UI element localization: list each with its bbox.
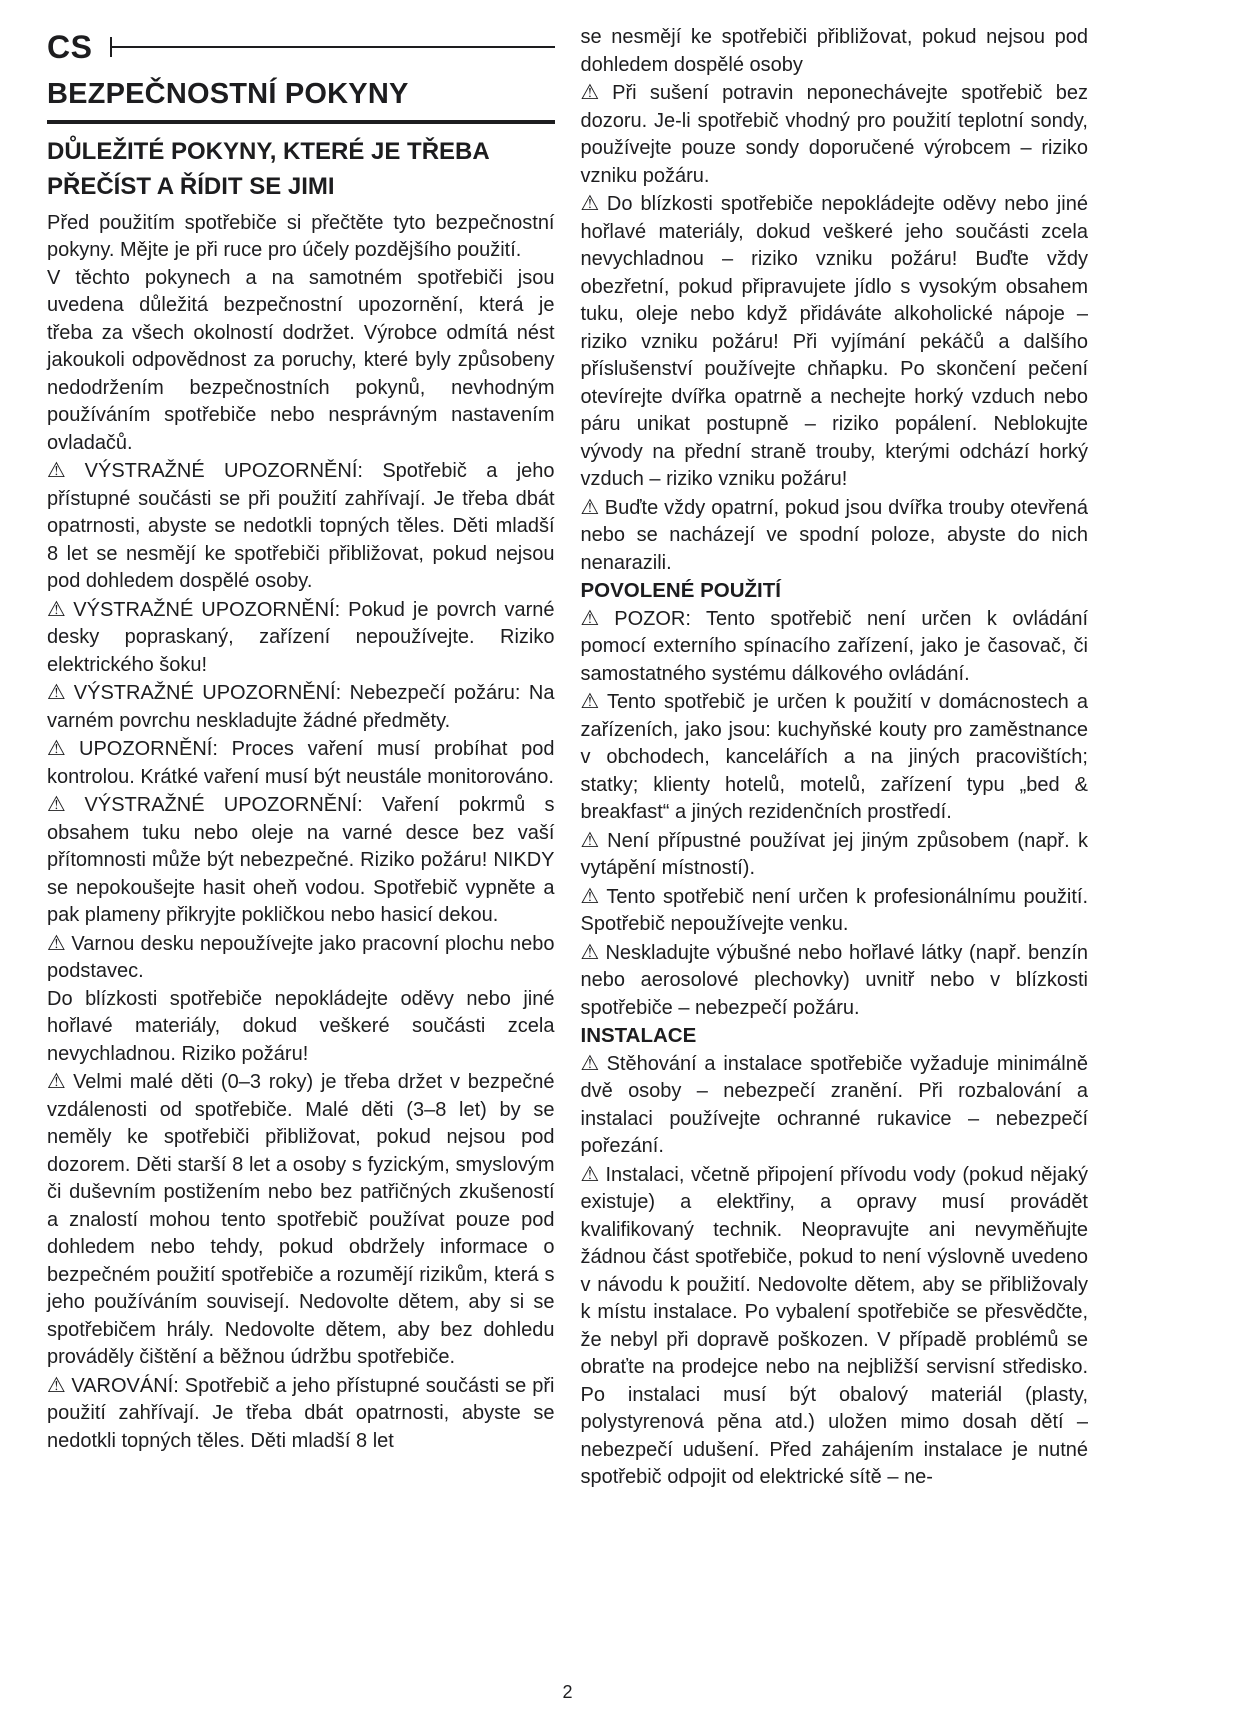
warning-triangle-icon: ⚠ — [47, 930, 67, 955]
warning-paragraph: ⚠ Varnou desku nepoužívejte jako pracovní plochu nebo podstavec. — [47, 930, 555, 983]
page-footer — [47, 1682, 1088, 1703]
paragraph: V těchto pokynech a na samotném spotřebiči jsou uvedena důležitá bezpečnostní upozornění, která je třeba za všech okolností dodržet. Výrobce odmítá nést jakoukoli odpovědnost za poruchy, které byly způsobeny nedodržením bezpečnostních pokynů, nevhodným používáním spotřebiče nebo nesprávným nastavením ovladačů. — [47, 266, 555, 454]
warning-triangle-icon: ⚠ — [47, 596, 69, 621]
warning-paragraph: ⚠ VÝSTRAŽNÉ UPOZORNĚNÍ: Vaření pokrmů s obsahem tuku nebo oleje na varné desce bez vaší přítomnosti může být nebezpečné. Riziko požáru! NIKDY se nepokoušejte hasit oheň vodou. Spotřebič vypněte a pak plameny přikryjte pokličkou nebo hasicí dekou. — [47, 792, 555, 927]
warning-paragraph: ⚠ Tento spotřebič je určen k použití v domácnostech a zařízeních, jako jsou: kuchyňské kouty pro zaměstnance v obchodech, kancelářích a na jiných pracovištích; statky; klienty hotelů, motelů, zařízení typu „bed & breakfast“ a jiných rezidenčních prostředí. — [580, 689, 1088, 823]
warning-triangle-icon: ⚠ — [47, 1069, 69, 1094]
important-instructions-heading: DŮLEŽITÉ POKYNY, KTERÉ JE TŘEBA PŘEČÍST A ŘÍDIT SE JIMI — [47, 137, 489, 201]
column-left — [47, 24, 555, 1455]
warning-triangle-icon: ⚠ — [580, 494, 600, 519]
two-column-layout — [47, 24, 1088, 1492]
warning-paragraph: ⚠ VAROVÁNÍ: Spotřebič a jeho přístupné součásti se při použití zahřívají. Je třeba dbát opatrnosti, abyste se nedotkli topných těles. Děti mladší 8 let — [47, 1372, 555, 1452]
warning-paragraph: ⚠ Při sušení potravin neponechávejte spotřebič bez dozoru. Je-li spotřebič vhodný pro použití teplotní sondy, používejte pouze sondy doporučené výrobcem – riziko vzniku požáru. — [580, 80, 1089, 187]
warning-paragraph: ⚠ POZOR: Tento spotřebič není určen k ovládání pomocí externího spínacího zařízení, jako je časovač, či samostatného systému dálkového ovládání. — [580, 605, 1089, 685]
warning-paragraph: ⚠ Není přípustné používat jej jiným způsobem (např. k vytápění místností). — [580, 827, 1088, 879]
warning-triangle-icon: ⚠ — [580, 1161, 601, 1186]
paragraph: Do blízkosti spotřebiče nepokládejte oděvy nebo jiné hořlavé materiály, dokud veškeré součásti zcela nevychladnou. Riziko požáru! — [47, 987, 555, 1065]
warning-triangle-icon: ⚠ — [580, 80, 608, 104]
warning-triangle-icon: ⚠ — [580, 605, 610, 630]
language-header — [47, 24, 555, 70]
warning-triangle-icon: ⚠ — [580, 689, 602, 713]
warning-paragraph: ⚠ VÝSTRAŽNÉ UPOZORNĚNÍ: Pokud je povrch varné desky popraskaný, zařízení nepoužívejte. Riziko elektrického šoku! — [47, 596, 555, 676]
paragraph: Před použitím spotřebiče si přečtěte tyto bezpečnostní pokyny. Mějte je při ruce pro účely pozdějšího použití. — [47, 211, 555, 262]
warning-paragraph: ⚠ Do blízkosti spotřebiče nepokládejte oděvy nebo jiné hořlavé materiály, dokud veškeré jeho součásti zcela nevychladnou – riziko vzniku požáru! Buďte vždy obezřetní, pokud připravujete jídlo s vysokým obsahem tuku, oleje nebo když přidáváte alkoholické nápoje – riziko vzniku požáru! Při vyjímání pekáčů a dalšího příslušenství používejte chňapku. Po skončení pečení otevírejte dvířka opatrně a nechejte horký vzduch nebo páru unikat postupně – riziko popálení. Neblokujte vývody na přední straně trouby, kterými odchází horký vzduch – riziko vzniku požáru! — [580, 191, 1088, 490]
warning-triangle-icon: ⚠ — [580, 883, 602, 908]
warning-triangle-icon: ⚠ — [47, 1372, 67, 1397]
warning-paragraph: ⚠ UPOZORNĚNÍ: Proces vaření musí probíhat pod kontrolou. Krátké vaření musí být neustále monitorováno. — [47, 736, 555, 788]
warning-paragraph: ⚠ VÝSTRAŽNÉ UPOZORNĚNÍ: Nebezpečí požáru: Na varném povrchu neskladujte žádné předměty. — [47, 680, 555, 732]
document-title: BEZPEČNOSTNÍ POKYNY — [47, 78, 409, 110]
column-right-blocks — [581, 24, 1089, 1492]
warning-paragraph: ⚠ Neskladujte výbušné nebo hořlavé látky (např. benzín nebo aerosolové plechovky) uvnitř nebo v blízkosti spotřebiče – nebezpečí požáru. — [580, 939, 1089, 1019]
column-right — [581, 24, 1089, 1492]
warning-paragraph: ⚠ Instalaci, včetně připojení přívodu vody (pokud nějaký existuje) a elektřiny, a opravy musí provádět kvalifikovaný technik. Neopravujte ani nevyměňujte žádnou část spotřebiče, pokud to není výslovně uvedeno v návodu k použití. Nedovolte dětem, aby se přibližovaly k místu instalace. Po vybalení spotřebiče se přesvědčte, že nebyl při dopravě poškozen. V případě problémů se obraťte na prodejce nebo na nejbližší servisní středisko. Po instalaci musí být obalový materiál (plasty, polystyrenová pěna atd.) uložen mimo dosah dětí – nebezpečí udušení. Před zahájením instalace je nutné spotřebič odpojit od elektrické sítě – ne- — [580, 1161, 1088, 1488]
column-left-blocks — [47, 134, 555, 1456]
title-rule — [47, 120, 555, 124]
paragraph: se nesmějí ke spotřebiči přibližovat, pokud nejsou pod dohledem dospělé osoby — [580, 26, 1088, 76]
warning-triangle-icon: ⚠ — [580, 191, 602, 215]
warning-paragraph: ⚠ Stěhování a instalace spotřebiče vyžaduje minimálně dvě osoby – nebezpečí zranění. Při rozbalování a instalaci používejte ochranné rukavice – nebezpečí pořezání. — [580, 1050, 1088, 1157]
section-heading: POVOLENÉ POUŽITÍ — [580, 579, 781, 602]
warning-triangle-icon: ⚠ — [47, 736, 75, 761]
warning-paragraph: ⚠ VÝSTRAŽNÉ UPOZORNĚNÍ: Spotřebič a jeho přístupné součásti se při použití zahřívají. Je třeba dbát opatrnosti, abyste se nedotkli topných těles. Děti mladší 8 let se nesmějí ke spotřebiči přibližovat, pokud nejsou pod dohledem dospělé osoby. — [47, 458, 555, 593]
warning-triangle-icon: ⚠ — [580, 939, 601, 964]
warning-paragraph: ⚠ Tento spotřebič není určen k profesionálnímu použití. Spotřebič nepoužívejte venku. — [580, 883, 1088, 935]
warning-triangle-icon: ⚠ — [47, 680, 69, 705]
warning-paragraph: ⚠ Velmi malé děti (0–3 roky) je třeba držet v bezpečné vzdálenosti od spotřebiče. Malé děti (3–8 let) by se neměly ke spotřebiči přibližovat, pokud nejsou pod dozorem. Děti starší 8 let a osoby s fyzickým, smyslovým či duševním postižením nebo bez patřičných zkušeností a znalostí mohou tento spotřebič používat pouze pod dohledem nebo tehdy, pokud obdržely informace o bezpečném použití spotřebiče a rozumějí rizikům, která s jeho používáním souvisejí. Nedovolte dětem, aby si se spotřebičem hrály. Nedovolte dětem, aby bez dohledu prováděly čištění a běžnou údržbu spotřebiče. — [47, 1069, 555, 1369]
page-number: 2 — [562, 1682, 573, 1702]
warning-triangle-icon: ⚠ — [47, 792, 80, 817]
warning-triangle-icon: ⚠ — [580, 1050, 602, 1075]
warning-triangle-icon: ⚠ — [580, 827, 603, 852]
warning-paragraph: ⚠ Buďte vždy opatrní, pokud jsou dvířka trouby otevřená nebo se nacházejí ve spodní poloze, abyste do nich nenarazili. — [580, 494, 1089, 574]
section-heading: INSTALACE — [580, 1024, 697, 1047]
page-content — [47, 24, 1088, 1492]
language-code: CS — [47, 28, 93, 65]
warning-triangle-icon: ⚠ — [47, 458, 80, 483]
header-rule — [110, 37, 554, 57]
